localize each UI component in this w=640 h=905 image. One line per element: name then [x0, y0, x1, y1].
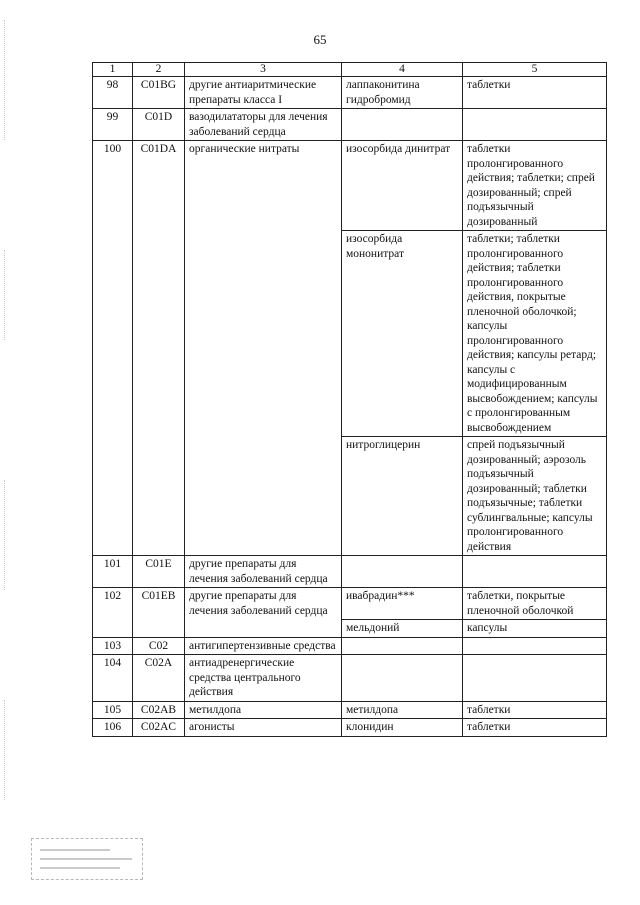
drug-name-cell — [342, 637, 463, 655]
header-row — [93, 63, 607, 77]
drug-name-cell: нитроглицерин — [342, 437, 463, 556]
atc-code-cell: C02 — [133, 637, 185, 655]
row-number-cell: 98 — [93, 77, 133, 109]
drug-name-cell — [342, 109, 463, 141]
drug-name-cell — [342, 655, 463, 702]
anatomical-group-cell: антигипертензивные средства — [185, 637, 342, 655]
row-number-cell: 103 — [93, 637, 133, 655]
table-row — [93, 109, 607, 141]
atc-code-cell: C01DA — [133, 141, 185, 556]
dosage-form-cell: спрей подъязычный дозированный; аэрозоль подъязычный дозированный; таблетки подъязычные; таблетки сублингвальные; капсулы пролонгированного действия — [463, 437, 607, 556]
dosage-form-cell: капсулы — [463, 620, 607, 638]
dosage-form-cell — [463, 109, 607, 141]
drug-name-cell: лаппаконитина гидробромид — [342, 77, 463, 109]
table-row — [93, 637, 607, 655]
row-number-cell: 106 — [93, 719, 133, 737]
drug-name-cell: клонидин — [342, 719, 463, 737]
column-header: 3 — [185, 63, 342, 77]
atc-code-cell: C02A — [133, 655, 185, 702]
scan-edge-marks — [4, 250, 7, 340]
atc-code-cell: C01E — [133, 556, 185, 588]
row-number-cell: 100 — [93, 141, 133, 556]
atc-code-cell: C02AB — [133, 701, 185, 719]
scan-edge-marks — [4, 700, 7, 800]
scan-edge-marks — [4, 480, 7, 590]
dosage-form-cell — [463, 655, 607, 702]
drug-name-cell — [342, 556, 463, 588]
drug-name-cell: мельдоний — [342, 620, 463, 638]
drug-name-cell: ивабрадин*** — [342, 588, 463, 620]
anatomical-group-cell: метилдопа — [185, 701, 342, 719]
stamp-mark — [31, 838, 143, 880]
row-number-cell: 102 — [93, 588, 133, 638]
anatomical-group-cell: другие препараты для лечения заболеваний сердца — [185, 588, 342, 638]
row-number-cell: 101 — [93, 556, 133, 588]
table-row — [93, 655, 607, 702]
table-row — [93, 141, 607, 231]
page-number: 65 — [313, 32, 327, 47]
drug-name-cell: изосорбида мононитрат — [342, 231, 463, 437]
anatomical-group-cell: агонисты — [185, 719, 342, 737]
atc-code-cell: C01EB — [133, 588, 185, 638]
atc-code-cell: C01D — [133, 109, 185, 141]
row-number-cell: 105 — [93, 701, 133, 719]
dosage-form-cell — [463, 637, 607, 655]
dosage-form-cell — [463, 556, 607, 588]
drug-name-cell: метилдопа — [342, 701, 463, 719]
dosage-form-cell: таблетки, покрытые пленочной оболочкой — [463, 588, 607, 620]
dosage-form-cell: таблетки — [463, 719, 607, 737]
dosage-form-cell: таблетки; таблетки пролонгированного действия; таблетки пролонгированного действия, покрытые пленочной оболочкой; капсулы пролонгированного действия; капсулы ретард; капсулы с модифицированным высвобождением; капсулы с пролонгированным высвобождением — [463, 231, 607, 437]
atc-code-cell: C02AC — [133, 719, 185, 737]
table-row — [93, 719, 607, 737]
table-row — [93, 701, 607, 719]
drug-name-cell: изосорбида динитрат — [342, 141, 463, 231]
anatomical-group-cell: другие препараты для лечения заболеваний сердца — [185, 556, 342, 588]
column-header: 2 — [133, 63, 185, 77]
scan-edge-marks — [4, 20, 7, 140]
anatomical-group-cell: другие антиаритмические препараты класса I — [185, 77, 342, 109]
anatomical-group-cell: антиадренергические средства центрального действия — [185, 655, 342, 702]
dosage-form-cell: таблетки пролонгированного действия; таблетки; спрей дозированный; спрей подъязычный дозированный — [463, 141, 607, 231]
dosage-form-cell: таблетки — [463, 77, 607, 109]
row-number-cell: 99 — [93, 109, 133, 141]
column-header: 1 — [93, 63, 133, 77]
drug-table — [92, 62, 607, 737]
column-header: 4 — [342, 63, 463, 77]
row-number-cell: 104 — [93, 655, 133, 702]
table-row — [93, 556, 607, 588]
anatomical-group-cell: органические нитраты — [185, 141, 342, 556]
atc-code-cell: C01BG — [133, 77, 185, 109]
anatomical-group-cell: вазодилататоры для лечения заболеваний сердца — [185, 109, 342, 141]
table-row — [93, 588, 607, 620]
dosage-form-cell: таблетки — [463, 701, 607, 719]
column-header: 5 — [463, 63, 607, 77]
table-row — [93, 77, 607, 109]
